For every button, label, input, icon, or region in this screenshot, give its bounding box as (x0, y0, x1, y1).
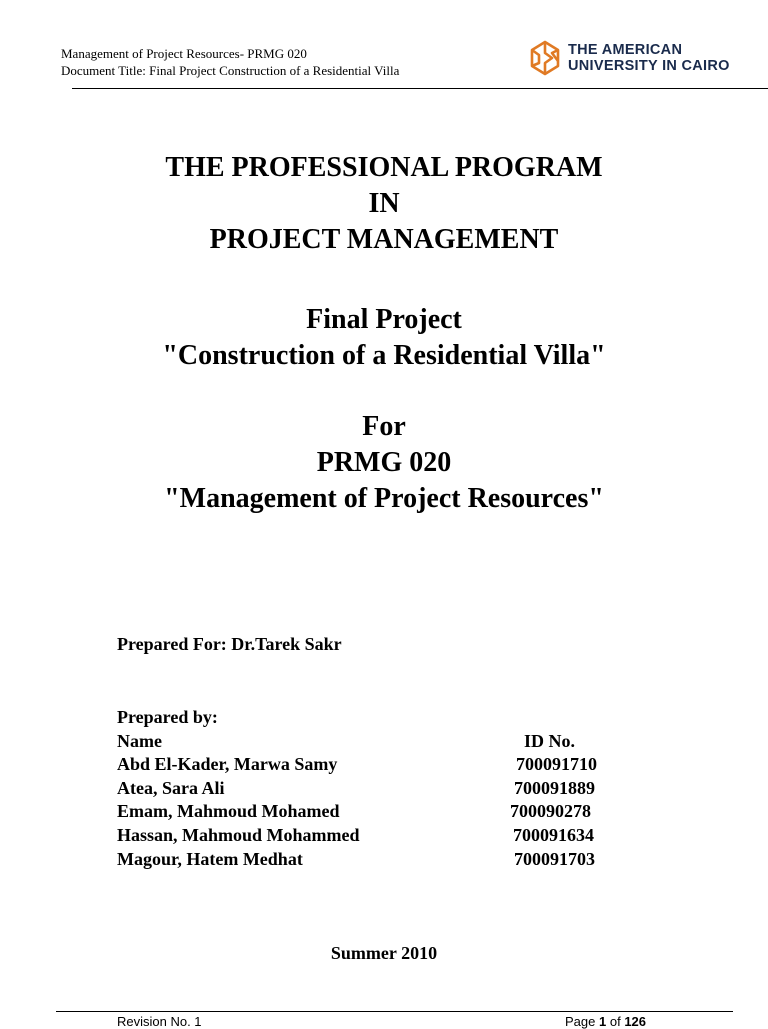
page-current: 1 (599, 1014, 607, 1029)
logo-line-2: UNIVERSITY IN CAIRO (568, 58, 730, 74)
project-label: Final Project (306, 304, 462, 335)
logo-wordmark (568, 42, 730, 74)
team-list (117, 706, 597, 871)
page-of: of (609, 1014, 621, 1029)
university-logo (528, 39, 730, 77)
team-member-row (117, 753, 597, 777)
team-member-row (117, 800, 591, 824)
team-member-row (117, 824, 594, 848)
member-name: Hassan, Mahmoud Mohammed (117, 824, 360, 845)
program-title-line-1: THE PROFESSIONAL PROGRAM (165, 152, 603, 183)
header-document-title: Document Title: Final Project Construction of a Residential Villa (61, 63, 400, 78)
program-title (0, 150, 768, 258)
member-name: Emam, Mahmoud Mohamed (117, 801, 340, 822)
member-name: Atea, Sara Ali (117, 777, 225, 798)
id-column-header: ID No. (524, 730, 576, 751)
page-number (565, 1014, 646, 1029)
for-label: For (362, 411, 406, 442)
page-prefix: Page (565, 1014, 596, 1029)
course-title (0, 409, 768, 517)
name-column-header: Name (117, 730, 162, 751)
member-id: 700091703 (514, 848, 595, 869)
member-id: 700091634 (513, 824, 594, 845)
footer-divider (56, 1011, 733, 1012)
team-member-row (117, 777, 595, 801)
auc-emblem-icon (528, 39, 562, 77)
prepared-by-label: Prepared by: (117, 707, 218, 727)
course-code: PRMG 020 (316, 447, 452, 478)
member-id: 700091710 (516, 754, 597, 775)
term-date: Summer 2010 (330, 943, 438, 963)
running-header (61, 45, 399, 79)
header-divider (72, 88, 768, 89)
course-name: "Management of Project Resources" (164, 483, 604, 514)
member-name: Magour, Hatem Medhat (117, 848, 303, 869)
header-course-line: Management of Project Resources- PRMG 020 (61, 46, 307, 61)
member-name: Abd El-Kader, Marwa Samy (117, 754, 338, 775)
member-id: 700091889 (514, 777, 595, 798)
logo-line-1: THE AMERICAN (568, 42, 683, 58)
page-total: 126 (624, 1014, 647, 1029)
member-id: 700090278 (510, 801, 591, 822)
program-title-line-3: PROJECT MANAGEMENT (209, 224, 559, 255)
program-title-line-2: IN (368, 188, 400, 219)
project-name: "Construction of a Residential Villa" (162, 340, 606, 371)
prepared-for: Prepared For: Dr.Tarek Sakr (117, 634, 342, 654)
team-member-row (117, 848, 595, 872)
project-title (0, 302, 768, 374)
team-header-row (117, 730, 576, 754)
revision-number: Revision No. 1 (117, 1014, 202, 1029)
